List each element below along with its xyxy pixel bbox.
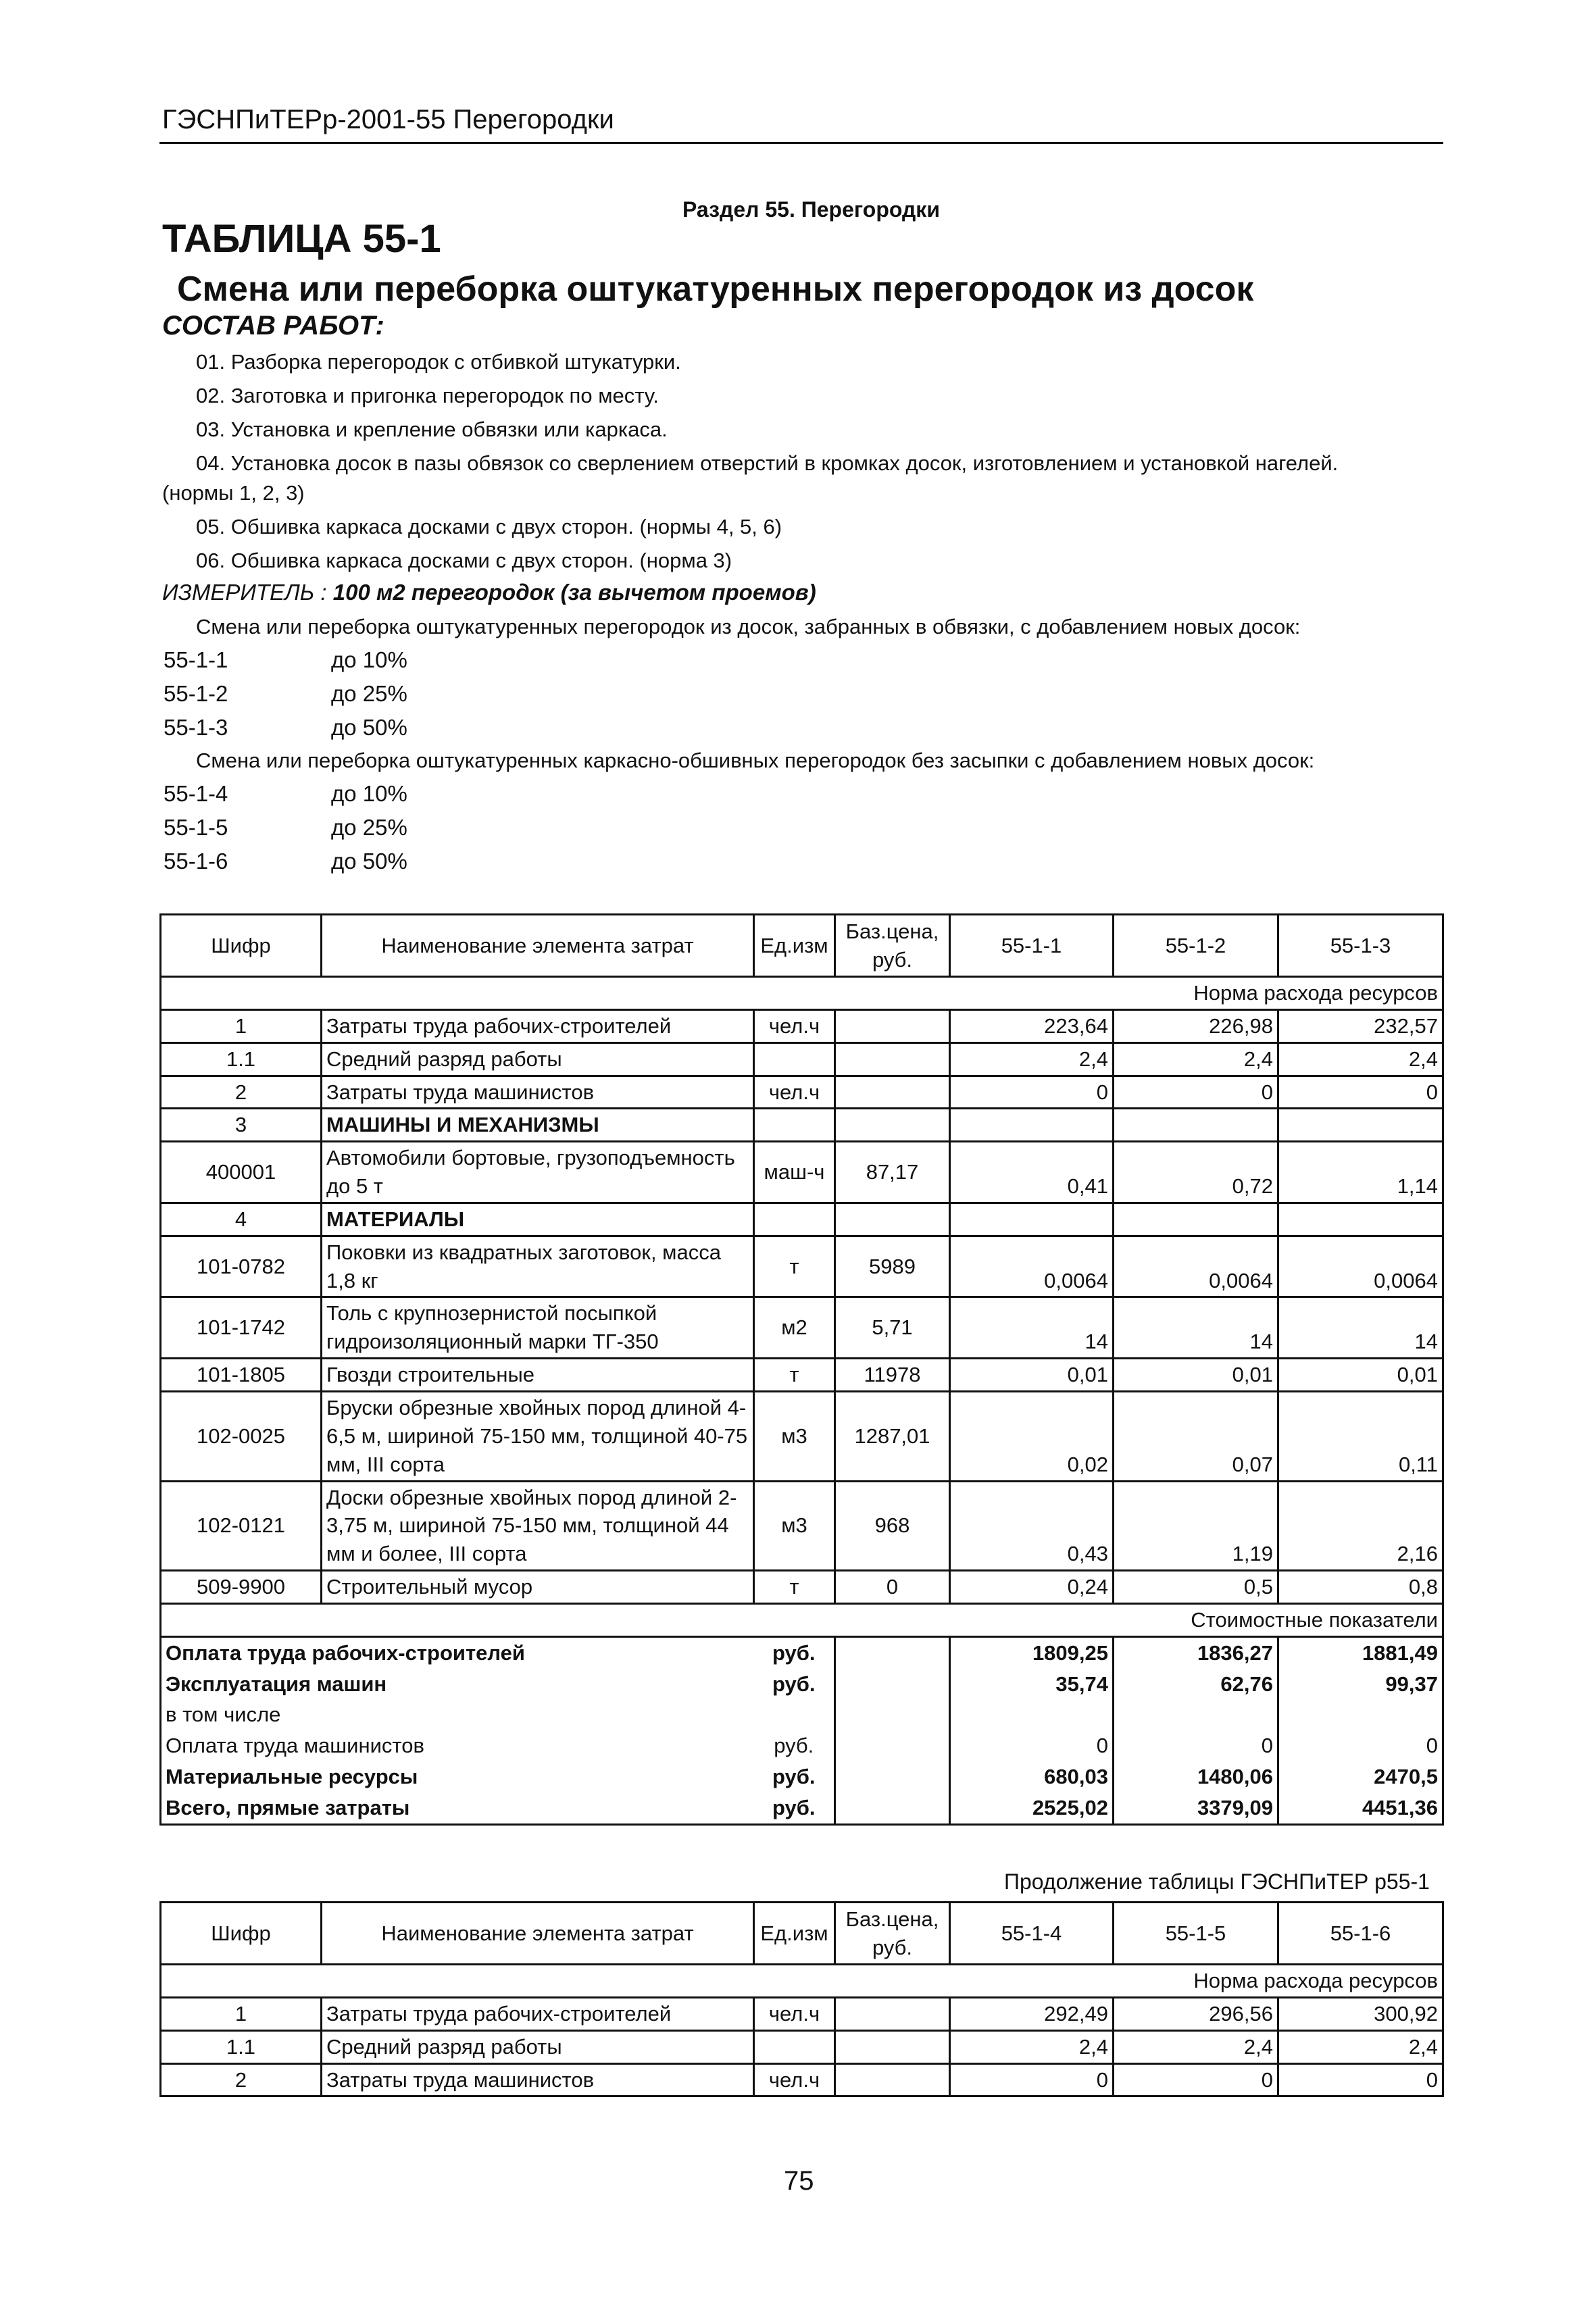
- cell-value: 0: [1114, 2063, 1278, 2096]
- cell-value: 0,07: [1114, 1391, 1278, 1481]
- cell-price: [835, 1109, 950, 1142]
- table-row: [161, 1042, 1443, 1076]
- cell-value: [950, 1109, 1114, 1142]
- cost-value: 1836,27: [1114, 1636, 1278, 1668]
- table-row: [161, 1236, 1443, 1297]
- cell-value: 0,01: [1278, 1359, 1443, 1392]
- cell-price: 1287,01: [835, 1391, 950, 1481]
- col-header-code: Шифр: [161, 1903, 322, 1965]
- work-item: 01. Разборка перегородок с отбивкой штукатурки.: [196, 350, 681, 374]
- cell-name: Затраты труда рабочих-строителей: [322, 1009, 754, 1042]
- norm-code: 55-1-2: [164, 681, 228, 706]
- cell-code: 4: [161, 1203, 322, 1236]
- cell-code: 101-1805: [161, 1359, 322, 1392]
- col-header-norm: 55-1-6: [1278, 1903, 1443, 1965]
- table-row: [161, 1076, 1443, 1109]
- norm-code: 55-1-4: [164, 781, 228, 806]
- cell-price: [835, 1009, 950, 1042]
- cell-name: МАШИНЫ И МЕХАНИЗМЫ: [322, 1109, 754, 1142]
- cell-value: 0,0064: [1114, 1236, 1278, 1297]
- cell-name: Бруски обрезные хвойных пород длиной 4-6,5 м, шириной 75-150 мм, толщиной 40-75 мм, III сорта: [322, 1391, 754, 1481]
- norm-range: до 10%: [331, 781, 407, 806]
- cell-value: 2,4: [1278, 1042, 1443, 1076]
- cost-section-label: Стоимостные показатели: [161, 1603, 1443, 1636]
- cell-value: 292,49: [950, 1997, 1114, 2030]
- table-row: [161, 1481, 1443, 1571]
- cell-price: 11978: [835, 1359, 950, 1392]
- cost-row: [161, 1792, 1443, 1824]
- norm-code: 55-1-6: [164, 849, 228, 874]
- table-row: [161, 2030, 1443, 2063]
- col-header-unit: Ед.изм: [754, 1903, 835, 1965]
- cost-unit: [754, 1699, 835, 1730]
- cost-row: [161, 1730, 1443, 1761]
- cost-row: [161, 1761, 1443, 1792]
- cell-name: МАТЕРИАЛЫ: [322, 1203, 754, 1236]
- cell-value: 0: [950, 2063, 1114, 2096]
- cell-value: 232,57: [1278, 1009, 1443, 1042]
- cost-value: 3379,09: [1114, 1792, 1278, 1824]
- col-header-norm: 55-1-4: [950, 1903, 1114, 1965]
- cost-value: 0: [950, 1730, 1114, 1761]
- cell-price: 968: [835, 1481, 950, 1571]
- cell-value: 223,64: [950, 1009, 1114, 1042]
- cell-code: 101-0782: [161, 1236, 322, 1297]
- resource-table-2: [159, 1901, 1444, 2097]
- cost-value: 2525,02: [950, 1792, 1114, 1824]
- cell-value: 2,4: [950, 1042, 1114, 1076]
- cell-value: [1114, 1203, 1278, 1236]
- cost-unit: руб.: [754, 1636, 835, 1668]
- cell-value: [1278, 1109, 1443, 1142]
- cell-value: 0: [950, 1076, 1114, 1109]
- cell-value: 14: [950, 1297, 1114, 1359]
- cell-unit: [754, 1109, 835, 1142]
- cell-value: 0: [1114, 1076, 1278, 1109]
- table-row: [161, 1142, 1443, 1203]
- cell-value: 0,24: [950, 1571, 1114, 1604]
- cost-unit: руб.: [754, 1792, 835, 1824]
- cell-value: 1,14: [1278, 1142, 1443, 1203]
- table-row: [161, 1571, 1443, 1604]
- cost-unit: руб.: [754, 1730, 835, 1761]
- cost-name: Всего, прямые затраты: [161, 1792, 754, 1824]
- cost-value: [1278, 1699, 1443, 1730]
- cell-name: Затраты труда рабочих-строителей: [322, 1997, 754, 2030]
- group2-description: Смена или переборка оштукатуренных каркасно-обшивных перегородок без засыпки с добавлением новых досок:: [196, 749, 1315, 772]
- cell-name: Средний разряд работы: [322, 2030, 754, 2063]
- cost-value: 2470,5: [1278, 1761, 1443, 1792]
- cost-value: 0: [1278, 1730, 1443, 1761]
- cost-value: 62,76: [1114, 1669, 1278, 1700]
- cell-value: [950, 1203, 1114, 1236]
- work-item: 06. Обшивка каркаса досками с двух сторон. (норма 3): [196, 549, 732, 572]
- continuation-note: Продолжение таблицы ГЭСНПиТЕР р55-1: [1004, 1869, 1430, 1894]
- resource-table-1: [159, 913, 1444, 1826]
- cost-value: 1809,25: [950, 1636, 1114, 1668]
- norm-range: до 25%: [331, 681, 407, 706]
- norm-section-label: Норма расхода ресурсов: [161, 1965, 1443, 1998]
- cell-value: 2,16: [1278, 1481, 1443, 1571]
- col-header-name: Наименование элемента затрат: [322, 915, 754, 977]
- cost-price: [835, 1636, 950, 1668]
- cell-name: Строительный мусор: [322, 1571, 754, 1604]
- cell-price: [835, 1203, 950, 1236]
- norm-range: до 25%: [331, 815, 407, 840]
- cell-code: 509-9900: [161, 1571, 322, 1604]
- table-row: [161, 1203, 1443, 1236]
- cost-value: 99,37: [1278, 1669, 1443, 1700]
- col-header-name: Наименование элемента затрат: [322, 1903, 754, 1965]
- cost-name: Оплата труда рабочих-строителей: [161, 1636, 754, 1668]
- cost-row: [161, 1669, 1443, 1700]
- cell-unit: м3: [754, 1391, 835, 1481]
- cell-unit: маш-ч: [754, 1142, 835, 1203]
- header-rule: [159, 142, 1443, 144]
- cell-value: 14: [1278, 1297, 1443, 1359]
- table-row: [161, 1109, 1443, 1142]
- work-item: 05. Обшивка каркаса досками с двух сторон. (нормы 4, 5, 6): [196, 515, 782, 538]
- cell-unit: [754, 1203, 835, 1236]
- cell-code: 102-0121: [161, 1481, 322, 1571]
- measure-label: ИЗМЕРИТЕЛЬ :: [162, 580, 327, 605]
- cost-price: [835, 1761, 950, 1792]
- cell-code: 1.1: [161, 2030, 322, 2063]
- cell-value: 300,92: [1278, 1997, 1443, 2030]
- cell-code: 2: [161, 2063, 322, 2096]
- cost-value: [1114, 1699, 1278, 1730]
- cost-name: Эксплуатация машин: [161, 1669, 754, 1700]
- cell-unit: чел.ч: [754, 1009, 835, 1042]
- cell-value: 296,56: [1114, 1997, 1278, 2030]
- cell-price: [835, 1076, 950, 1109]
- cell-code: 101-1742: [161, 1297, 322, 1359]
- cell-unit: м2: [754, 1297, 835, 1359]
- norm-range: до 10%: [331, 647, 407, 672]
- cell-value: 0,72: [1114, 1142, 1278, 1203]
- cell-unit: м3: [754, 1481, 835, 1571]
- cell-price: [835, 2030, 950, 2063]
- table-row: [161, 1391, 1443, 1481]
- norm-code: 55-1-5: [164, 815, 228, 840]
- cell-name: Доски обрезные хвойных пород длиной 2-3,75 м, шириной 75-150 мм, толщиной 44 мм и более, III сорта: [322, 1481, 754, 1571]
- cell-value: 0,0064: [1278, 1236, 1443, 1297]
- cost-price: [835, 1699, 950, 1730]
- cell-unit: т: [754, 1236, 835, 1297]
- cost-unit: руб.: [754, 1761, 835, 1792]
- col-header-norm: 55-1-3: [1278, 915, 1443, 977]
- col-header-unit: Ед.изм: [754, 915, 835, 977]
- cost-row: [161, 1636, 1443, 1668]
- cell-unit: т: [754, 1571, 835, 1604]
- cell-value: 0,5: [1114, 1571, 1278, 1604]
- cell-name: Поковки из квадратных заготовок, масса 1,8 кг: [322, 1236, 754, 1297]
- work-item: 03. Установка и крепление обвязки или каркаса.: [196, 418, 668, 441]
- page-number: 75: [784, 2166, 814, 2196]
- cell-code: 400001: [161, 1142, 322, 1203]
- section-title: Раздел 55. Перегородки: [682, 197, 940, 222]
- col-header-price: Баз.цена, руб.: [835, 915, 950, 977]
- measure-line: [162, 580, 816, 605]
- cell-price: 5989: [835, 1236, 950, 1297]
- cell-value: 0,02: [950, 1391, 1114, 1481]
- cell-name: Автомобили бортовые, грузоподъемность до 5 т: [322, 1142, 754, 1203]
- cell-value: 226,98: [1114, 1009, 1278, 1042]
- cell-code: 1.1: [161, 1042, 322, 1076]
- cost-price: [835, 1792, 950, 1824]
- cell-code: 3: [161, 1109, 322, 1142]
- norm-code: 55-1-1: [164, 647, 228, 672]
- table1-costs: [161, 1636, 1443, 1824]
- cell-price: [835, 1042, 950, 1076]
- cost-value: 680,03: [950, 1761, 1114, 1792]
- cell-value: 0: [1278, 1076, 1443, 1109]
- cost-value: 1881,49: [1278, 1636, 1443, 1668]
- cost-row: [161, 1699, 1443, 1730]
- cell-unit: [754, 1042, 835, 1076]
- cell-code: 2: [161, 1076, 322, 1109]
- cell-price: 87,17: [835, 1142, 950, 1203]
- cost-value: 35,74: [950, 1669, 1114, 1700]
- table-row: [161, 1359, 1443, 1392]
- cell-name: Гвозди строительные: [322, 1359, 754, 1392]
- cost-value: [950, 1699, 1114, 1730]
- col-header-price: Баз.цена, руб.: [835, 1903, 950, 1965]
- cell-value: 2,4: [1278, 2030, 1443, 2063]
- document-header: ГЭСНПиТЕРр-2001-55 Перегородки: [162, 105, 614, 134]
- cell-code: 102-0025: [161, 1391, 322, 1481]
- work-item-note: (нормы 1, 2, 3): [162, 481, 305, 505]
- cost-name: Материальные ресурсы: [161, 1761, 754, 1792]
- cell-value: 0,0064: [950, 1236, 1114, 1297]
- composition-label: СОСТАВ РАБОТ:: [162, 311, 384, 341]
- table-row: [161, 1297, 1443, 1359]
- cost-price: [835, 1730, 950, 1761]
- cell-unit: т: [754, 1359, 835, 1392]
- col-header-norm: 55-1-2: [1114, 915, 1278, 977]
- cell-price: [835, 1997, 950, 2030]
- cost-unit: руб.: [754, 1669, 835, 1700]
- cell-value: [1114, 1109, 1278, 1142]
- cell-value: 0,41: [950, 1142, 1114, 1203]
- table-row: [161, 1009, 1443, 1042]
- table-title: Смена или переборка оштукатуренных перегородок из досок: [177, 270, 1254, 309]
- table-row: [161, 1997, 1443, 2030]
- cell-value: 14: [1114, 1297, 1278, 1359]
- cost-value: 4451,36: [1278, 1792, 1443, 1824]
- cell-code: 1: [161, 1009, 322, 1042]
- work-item: 02. Заготовка и пригонка перегородок по месту.: [196, 384, 659, 407]
- measure-value: 100 м2 перегородок (за вычетом проемов): [332, 580, 816, 605]
- group1-description: Смена или переборка оштукатуренных перегородок из досок, забранных в обвязки, с добавлением новых досок:: [196, 615, 1301, 638]
- norm-range: до 50%: [331, 849, 407, 874]
- table2-body: [161, 1997, 1443, 2096]
- cost-price: [835, 1669, 950, 1700]
- cell-value: 2,4: [1114, 2030, 1278, 2063]
- cell-unit: чел.ч: [754, 2063, 835, 2096]
- cost-value: 0: [1114, 1730, 1278, 1761]
- col-header-norm: 55-1-1: [950, 915, 1114, 977]
- cell-value: 2,4: [950, 2030, 1114, 2063]
- cell-value: 0,8: [1278, 1571, 1443, 1604]
- cell-code: 1: [161, 1997, 322, 2030]
- cell-value: 0,43: [950, 1481, 1114, 1571]
- col-header-norm: 55-1-5: [1114, 1903, 1278, 1965]
- cell-value: 0: [1278, 2063, 1443, 2096]
- cell-unit: чел.ч: [754, 1076, 835, 1109]
- norm-range: до 50%: [331, 715, 407, 740]
- cell-value: 0,11: [1278, 1391, 1443, 1481]
- cost-value: 1480,06: [1114, 1761, 1278, 1792]
- norm-code: 55-1-3: [164, 715, 228, 740]
- cell-price: [835, 2063, 950, 2096]
- work-item: 04. Установка досок в пазы обвязок со сверлением отверстий в кромках досок, изготовлением и установкой нагелей.: [196, 451, 1339, 475]
- table-row: [161, 2063, 1443, 2096]
- cell-unit: [754, 2030, 835, 2063]
- cell-value: 1,19: [1114, 1481, 1278, 1571]
- cell-value: 0,01: [1114, 1359, 1278, 1392]
- cell-unit: чел.ч: [754, 1997, 835, 2030]
- cell-value: 2,4: [1114, 1042, 1278, 1076]
- norm-section-label: Норма расхода ресурсов: [161, 977, 1443, 1010]
- cell-name: Затраты труда машинистов: [322, 2063, 754, 2096]
- cost-name: в том числе: [161, 1699, 754, 1730]
- cell-price: 5,71: [835, 1297, 950, 1359]
- cell-name: Средний разряд работы: [322, 1042, 754, 1076]
- cost-name: Оплата труда машинистов: [161, 1730, 754, 1761]
- col-header-code: Шифр: [161, 915, 322, 977]
- cell-name: Толь с крупнозернистой посыпкой гидроизоляционный марки ТГ-350: [322, 1297, 754, 1359]
- cell-price: 0: [835, 1571, 950, 1604]
- cell-value: 0,01: [950, 1359, 1114, 1392]
- table1-body: [161, 1009, 1443, 1603]
- table-label: ТАБЛИЦА 55-1: [162, 217, 441, 261]
- cell-value: [1278, 1203, 1443, 1236]
- cell-name: Затраты труда машинистов: [322, 1076, 754, 1109]
